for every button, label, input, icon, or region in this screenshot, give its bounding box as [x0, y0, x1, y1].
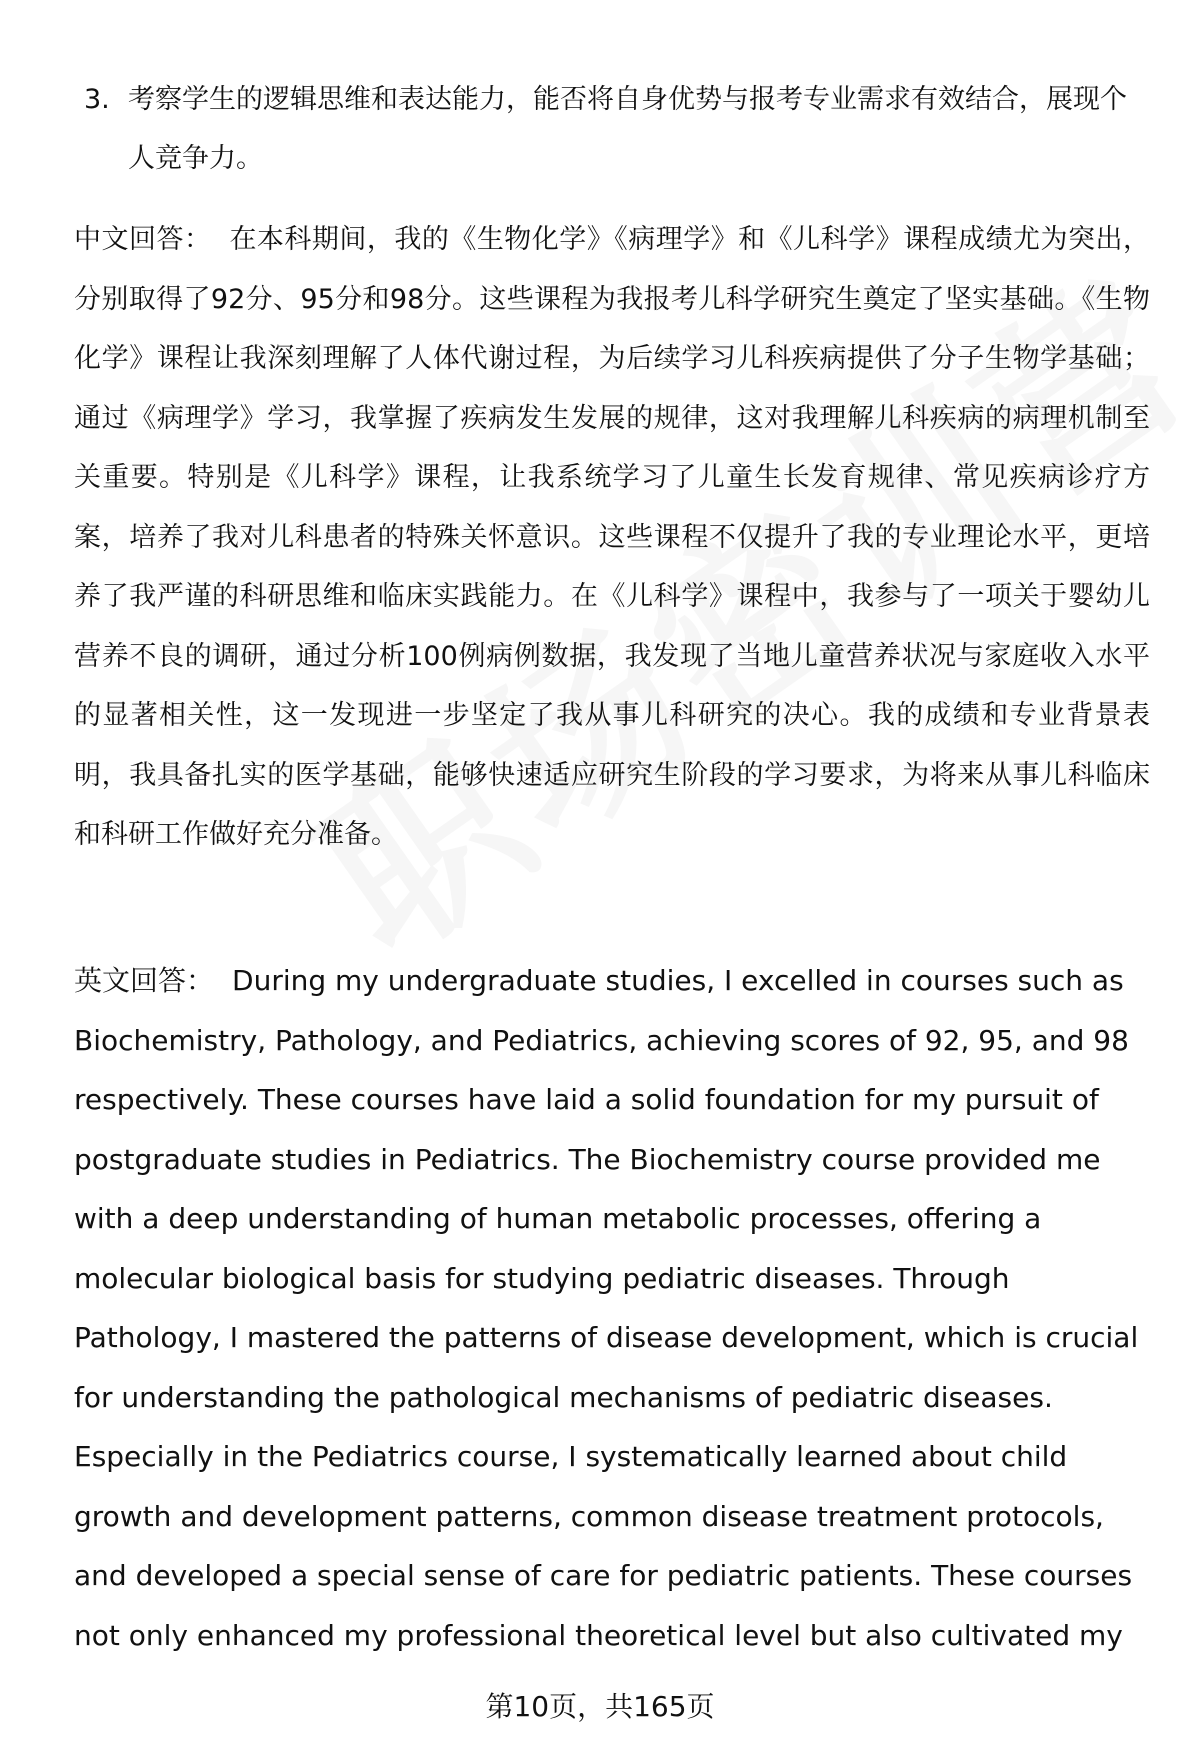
english-answer-paragraph	[74, 951, 1150, 1665]
chinese-answer-label: 中文回答：	[74, 224, 212, 255]
page-number: 第10页，共165页	[485, 1690, 715, 1723]
chinese-answer-text: 在本科期间，我的《生物化学》《病理学》和《儿科学》课程成绩尤为突出，分别取得了92分、95分和98分。这些课程为我报考儿科学研究生奠定了坚实基础。《生物化学》课程让我深刻理解了人体代谢过程，为后续学习儿科疾病提供了分子生物学基础；通过《病理学》学习，我掌握了疾病发生发展的规律，这对我理解儿科疾病的病理机制至关重要。特别是《儿科学》课程，让我系统学习了儿童生长发育规律、常见疾病诊疗方案，培养了我对儿科患者的特殊关怀意识。这些课程不仅提升了我的专业理论水平，更培养了我严谨的科研思维和临床实践能力。在《儿科学》课程中，我参与了一项关于婴幼儿营养不良的调研，通过分析100例病例数据，我发现了当地儿童营养状况与家庭收入水平的显著相关性，这一发现进一步坚定了我从事儿科研究的决心。我的成绩和专业背景表明，我具备扎实的医学基础，能够快速适应研究生阶段的学习要求，为将来从事儿科临床和科研工作做好充分准备。	[74, 224, 1151, 850]
list-item-number: 3.	[84, 84, 110, 115]
chinese-answer-paragraph	[74, 210, 1150, 865]
list-item-text: 考察学生的逻辑思维和表达能力，能否将自身优势与报考专业需求有效结合，展现个人竞争力。	[128, 84, 1127, 174]
english-answer-label: 英文回答：	[74, 964, 215, 997]
english-answer-text: During my undergraduate studies, I excelled in courses such as Biochemistry, Pathology, and Pediatrics, achieving scores of 92, 95, and 98 respectively. These courses have laid a solid foundation for my pursuit of postgraduate studies in Pediatrics. The Biochemistry course provided me with a deep understanding of human metabolic processes, offering a molecular biological basis for studying pediatric diseases. Through Pathology, I mastered the patterns of disease development, which is crucial for understanding the pathological mechanisms of pediatric diseases. Especially in the Pediatrics course, I systematically learned about child growth and development patterns, common disease treatment protocols, and developed a special sense of care for pediatric patients. These courses not only enhanced my professional theoretical level but also cultivated my	[74, 964, 1139, 1652]
question-list-item	[84, 70, 1144, 188]
page-footer	[0, 1687, 1200, 1727]
